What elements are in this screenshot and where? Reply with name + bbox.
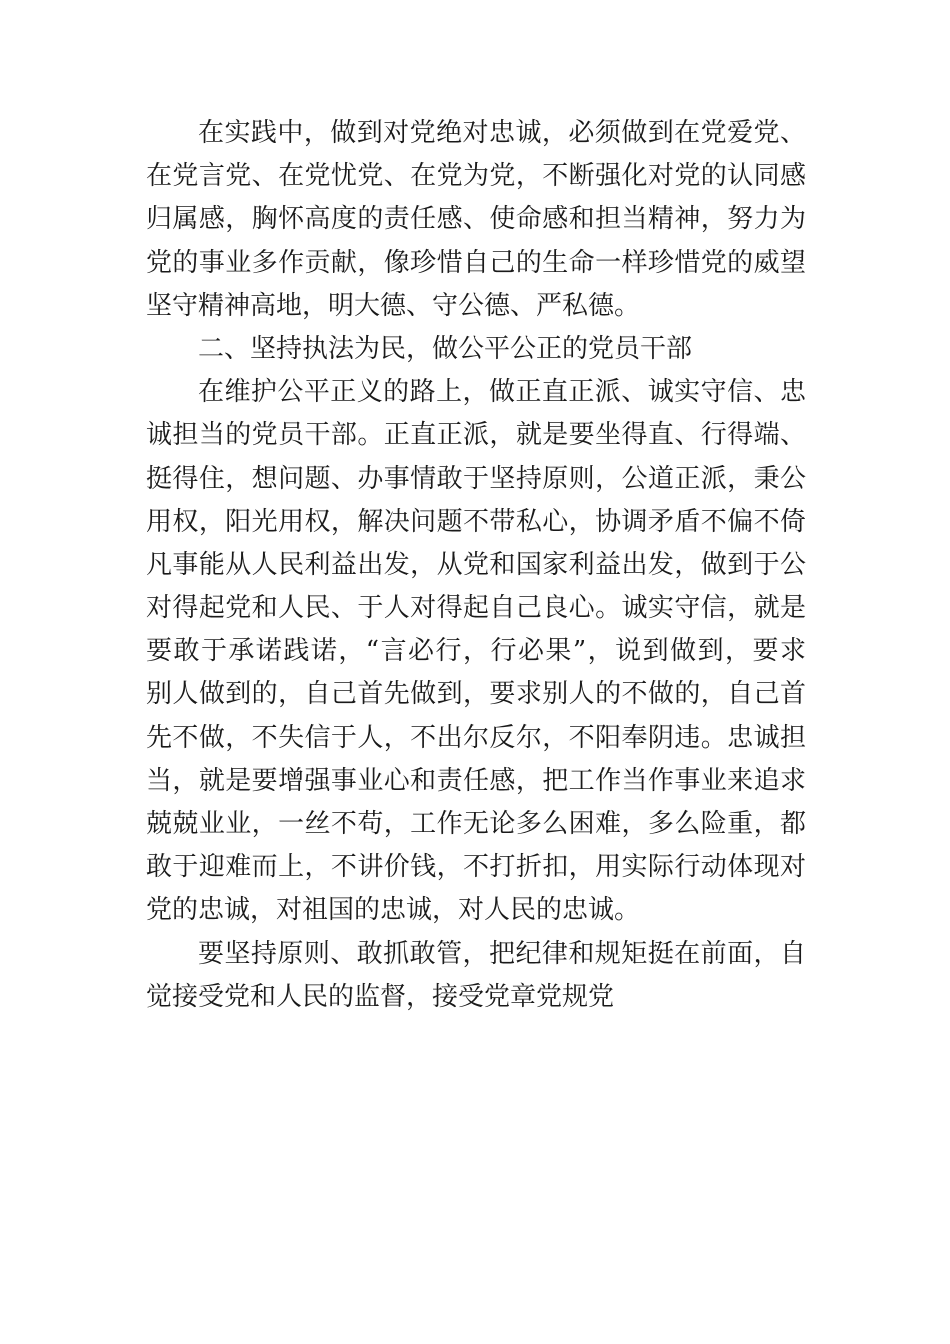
text-line: 要坚持原则、敢抓敢管，把纪律和规矩挺在前面，自	[198, 938, 806, 969]
text-line: 挺得住，想问题、办事情敢于坚持原则，公道正派，秉公	[146, 463, 806, 494]
text-line: 诚担当的党员干部。正直正派，就是要坐得直、行得端、	[146, 420, 806, 451]
text-line: 别人做到的，自己首先做到，要求别人的不做的，自己首	[146, 679, 806, 710]
text-line: 敢于迎难而上，不讲价钱，不打折扣，用实际行动体现对	[146, 852, 806, 883]
text-line: 坚守精神高地，明大德、守公德、严私德。	[146, 290, 641, 321]
text-line: 归属感，胸怀高度的责任感、使命感和担当精神，努力为	[146, 204, 806, 235]
text-line: 凡事能从人民利益出发，从党和国家利益出发，做到于公	[146, 549, 806, 580]
text-line: 党的忠诚，对祖国的忠诚，对人民的忠诚。	[146, 895, 641, 926]
paragraph-discipline	[146, 933, 806, 1019]
document-body	[146, 112, 806, 1019]
text-line: 要敢于承诺践诺，“言必行，行必果”，说到做到，要求	[146, 636, 806, 667]
section-heading	[146, 328, 806, 371]
text-line: 对得起党和人民、于人对得起自己良心。诚实守信，就是	[146, 593, 806, 624]
paragraph-loyalty	[146, 112, 806, 328]
paragraph-fairness	[146, 371, 806, 932]
text-line: 在维护公平正义的路上，做正直正派、诚实守信、忠	[198, 377, 806, 408]
text-line: 在党言党、在党忧党、在党为党，不断强化对党的认同感	[146, 161, 806, 192]
heading-text: 二、坚持执法为民，做公平公正的党员干部	[198, 333, 693, 364]
text-line: 党的事业多作贡献，像珍惜自己的生命一样珍惜党的威望	[146, 247, 806, 278]
text-line: 兢兢业业，一丝不苟，工作无论多么困难，多么险重，都	[146, 809, 806, 839]
text-line: 当，就是要增强事业心和责任感，把工作当作事业来追求	[146, 765, 806, 796]
text-line: 在实践中，做到对党绝对忠诚，必须做到在党爱党、	[198, 118, 806, 148]
text-line: 觉接受党和人民的监督，接受党章党规党	[146, 981, 615, 1012]
text-line: 先不做，不失信于人，不出尔反尔，不阳奉阴违。忠诚担	[146, 722, 806, 753]
text-line: 用权，阳光用权，解决问题不带私心，协调矛盾不偏不倚	[146, 506, 806, 537]
